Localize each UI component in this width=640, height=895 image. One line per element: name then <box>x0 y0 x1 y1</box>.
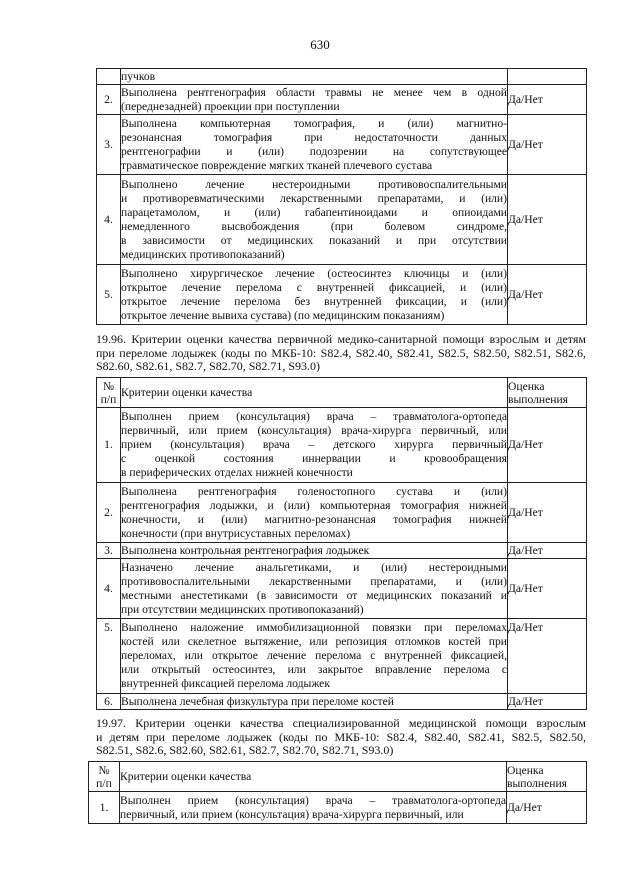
assessment-value <box>508 69 587 85</box>
header-number-line: п/п <box>100 392 117 406</box>
heading-line: при переломе лодыжек (коды по МКБ-10: S82.4, S82.40, S82.41, S82.5, S82.50, S82.51, S82.6, <box>96 345 586 360</box>
header-assessment-line: Оценка <box>508 379 545 393</box>
criterion-line: открытое лечение перелома с внутренней фиксацией, и (или) <box>121 280 507 294</box>
page-number: 630 <box>310 37 330 52</box>
table-row <box>89 792 587 824</box>
table-row <box>97 543 587 559</box>
row-number: 5. <box>97 619 121 694</box>
header-assessment-line: выполнения <box>507 776 567 790</box>
criterion-text <box>121 483 508 543</box>
table-header-row <box>89 762 587 792</box>
header-assessment-line: Оценка <box>507 763 544 777</box>
criterion-text <box>121 85 508 115</box>
heading-line: 19.96. Критерии оценки качества первичной медико-санитарной помощи взрослым и детям <box>96 332 586 346</box>
assessment-value: Да/Нет <box>508 265 587 325</box>
header-assessment-line: выполнения <box>508 392 568 406</box>
header-number-line: п/п <box>96 776 112 790</box>
criterion-line: переломах, или открытое лечение перелома с внутренней фиксацией, <box>121 649 507 662</box>
criterion-text <box>121 559 508 619</box>
criterion-line: (переднезадней) проекции при поступлении <box>121 99 340 113</box>
criterion-text <box>121 408 508 483</box>
assessment-value: Да/Нет <box>508 175 587 265</box>
criterion-text <box>121 265 508 325</box>
criterion-line: конечности, и (или) магнитно-резонансная томография нижней <box>121 512 507 526</box>
criterion-line: костей или скелетное вытяжение, или репозиция отломков костей при <box>121 635 507 648</box>
criterion-line: при отсутствии медицинских противопоказаний) <box>121 602 364 616</box>
row-number: 1. <box>89 792 120 824</box>
criterion-text <box>121 619 508 694</box>
row-number: 3. <box>97 543 121 559</box>
criterion-line: Выполнено лечение нестероидными противовоспалительными <box>121 177 507 191</box>
table-row <box>97 559 587 619</box>
assessment-value: Да/Нет <box>508 559 587 619</box>
heading-line: S82.51, S82.6, S82.60, S82.61, S82.7, S82.70, S82.71, S93.0) <box>96 743 394 757</box>
row-number: 4. <box>97 175 121 265</box>
header-assessment <box>507 762 587 792</box>
heading-line: и детям при переломе лодыжек (коды по МКБ-10: S82.4, S82.40, S82.41, S82.5, S82.50, <box>96 729 586 744</box>
criterion-line: конечности (при внутрисуставных переломах) <box>121 526 351 540</box>
table-row <box>97 408 587 483</box>
criterion-line: резонансная томография при недостаточности данных <box>121 130 507 144</box>
criterion-line: в зависимости от медицинских показаний и при отсутствии <box>121 233 507 247</box>
criterion-line: открытое лечение перелома без внутренней фиксации, и (или) <box>121 294 507 308</box>
criterion-text <box>121 115 508 175</box>
header-assessment <box>508 378 587 408</box>
criterion-line: Назначено лечение анальгетиками, и (или) нестероидными <box>121 560 507 574</box>
assessment-value: Да/Нет <box>508 408 587 483</box>
criteria-table-19-96 <box>96 377 587 710</box>
header-number-line: № <box>98 763 110 777</box>
criteria-table-continued <box>96 68 587 325</box>
header-criteria: Критерии оценки качества <box>120 762 507 792</box>
criterion-line: Выполнен прием (консультация) врача – травматолога-ортопеда <box>121 410 507 423</box>
section-19-97-heading <box>96 717 586 758</box>
criterion-line: внутренней фиксацией перелома лодыжек <box>121 677 330 690</box>
heading-line: S82.60, S82.61, S82.7, S82.70, S82.71, S93.0) <box>96 359 321 373</box>
header-number <box>89 762 120 792</box>
criterion-line: и противоревматическими лекарственными препаратами, и (или) <box>121 191 507 205</box>
criterion-line: рентгенография лодыжки, и (или) компьютерная томография нижней <box>121 498 507 512</box>
assessment-value: Да/Нет <box>508 619 587 694</box>
criterion-line: Выполнена рентгенография области травмы не менее чем в одной <box>121 85 507 99</box>
criterion-line: или открытый остеосинтез, или закрытое вправление перелома с <box>121 663 507 676</box>
criterion-line: противовоспалительными лекарственными препаратами, и (или) <box>121 574 507 588</box>
table-row <box>97 85 587 115</box>
row-number: 4. <box>97 559 121 619</box>
criterion-line: местными анестетиками (в зависимости от медицинских показаний и <box>121 588 507 602</box>
table-row <box>97 115 587 175</box>
row-number: 2. <box>97 85 121 115</box>
criterion-line: Выполнено наложение иммобилизационной повязки при переломах <box>121 621 507 634</box>
criterion-line: Выполнена рентгенография голеностопного сустава и (или) <box>121 484 507 498</box>
criterion-text <box>121 69 508 85</box>
table-row <box>97 69 587 85</box>
assessment-value: Да/Нет <box>508 483 587 543</box>
row-number: 1. <box>97 408 121 483</box>
criterion-line: рентгенографии и (или) подозрении на сопутствующее <box>121 144 507 158</box>
table-row <box>97 175 587 265</box>
header-criteria: Критерии оценки качества <box>121 378 508 408</box>
criterion-line: первичный, или прием (консультация) врача-хирурга первичный, или <box>120 807 464 821</box>
assessment-value: Да/Нет <box>508 115 587 175</box>
criterion-text <box>121 543 508 559</box>
table-header-row <box>97 378 587 408</box>
criterion-line: Выполнена лечебная физкультура при переломе костей <box>121 694 394 708</box>
table-row <box>97 694 587 710</box>
criterion-line: первичный, или прием (консультация) врача-хирурга первичный, или <box>121 424 507 437</box>
criterion-line: немедленного высвобождения (при болевом синдроме, <box>121 219 507 233</box>
criterion-text <box>121 175 508 265</box>
criterion-line: Выполнен прием (консультация) врача – травматолога-ортопеда <box>120 793 506 807</box>
criteria-table-19-97 <box>88 761 587 824</box>
criterion-line: прием (консультация) врача – детского хирурга первичный <box>121 438 507 451</box>
criterion-text <box>120 792 507 824</box>
section-19-96-heading <box>96 333 586 374</box>
assessment-value: Да/Нет <box>507 792 587 824</box>
criterion-line: медицинских противопоказаний) <box>121 247 285 261</box>
criterion-line: с оценкой состояния иннервации и кровообращения <box>121 452 507 465</box>
row-number: 6. <box>97 694 121 710</box>
table-row <box>97 265 587 325</box>
row-number: 2. <box>97 483 121 543</box>
assessment-value: Да/Нет <box>508 543 587 559</box>
criterion-line: Выполнена контрольная рентгенография лодыжек <box>121 543 370 557</box>
header-number <box>97 378 121 408</box>
assessment-value: Да/Нет <box>508 85 587 115</box>
row-number <box>97 69 121 85</box>
heading-line: 19.97. Критерии оценки качества специализированной медицинской помощи взрослым <box>96 716 586 730</box>
criterion-line: травматическое повреждение мягких тканей плечевого сустава <box>121 158 433 172</box>
criterion-text <box>121 694 508 710</box>
criterion-line: открытое лечение вывиха сустава) (по медицинским показаниям) <box>121 308 445 322</box>
criterion-line: пучков <box>121 69 156 83</box>
row-number: 3. <box>97 115 121 175</box>
table-row <box>97 483 587 543</box>
header-number-line: № <box>102 379 115 393</box>
criterion-line: парацетамолом, и (или) габапентиноидами и опиоидами <box>121 205 507 219</box>
criterion-line: в периферических отделах нижней конечности <box>121 466 353 479</box>
criterion-line: Выполнена компьютерная томография, и (или) магнитно- <box>121 116 507 130</box>
assessment-value: Да/Нет <box>508 694 587 710</box>
row-number: 5. <box>97 265 121 325</box>
criterion-line: Выполнено хирургическое лечение (остеосинтез ключицы и (или) <box>121 266 507 280</box>
table-row <box>97 619 587 694</box>
